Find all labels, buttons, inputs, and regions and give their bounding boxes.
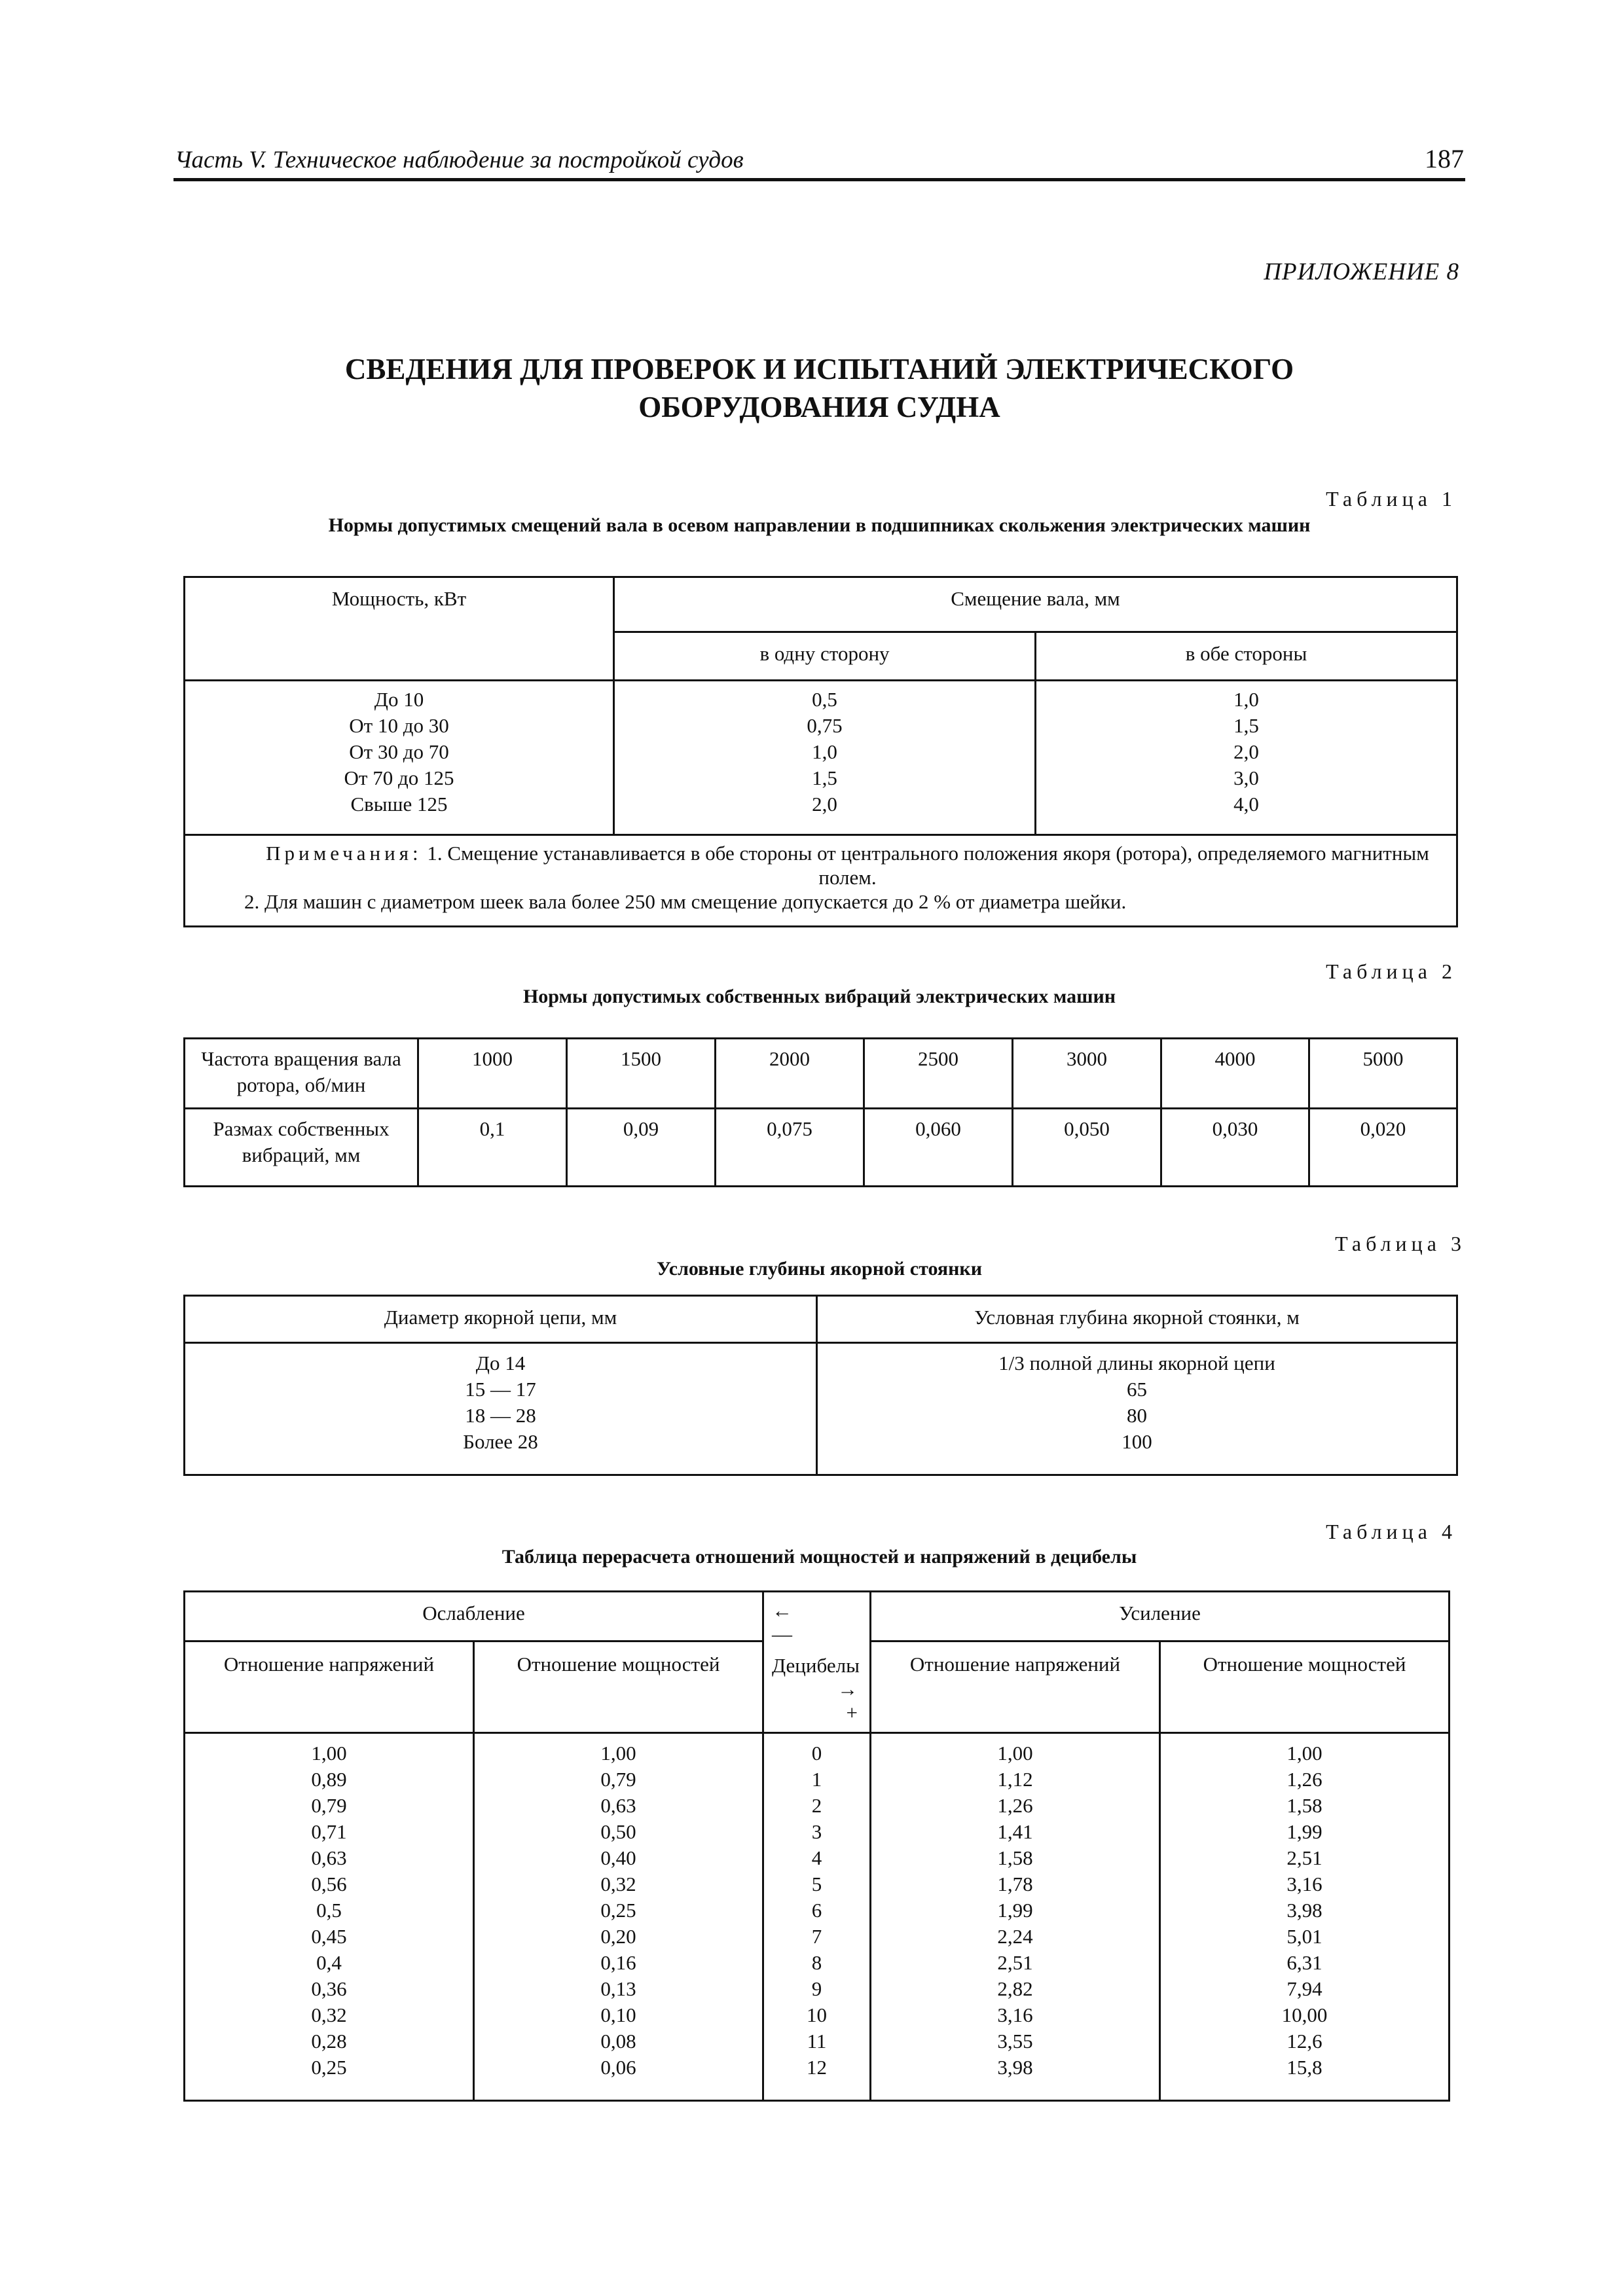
- table3-diameter-value: 15 — 17: [465, 1378, 536, 1401]
- table4-minus-sign: —: [772, 1623, 793, 1645]
- table4-value: 1,26: [1286, 1768, 1322, 1791]
- table3-depth-value: 1/3 полной длины якорной цепи: [998, 1352, 1275, 1374]
- table4-value: 0,20: [600, 1925, 636, 1948]
- table3-depth-cell: [817, 1343, 1457, 1475]
- table1-power-value: Свыше 125: [350, 793, 448, 816]
- table4-value: 1,26: [997, 1794, 1033, 1817]
- table1-caption: Нормы допустимых смещений вала в осевом направлении в подшипниках скольжения электрических машин: [328, 514, 1311, 536]
- table4-value: 1,00: [600, 1742, 636, 1765]
- table1-power-cell: [185, 681, 614, 835]
- table2-speed-value: 2000: [716, 1039, 864, 1109]
- table4-decibels-label: Децибелы: [772, 1654, 860, 1677]
- table4-value: 6,31: [1286, 1951, 1322, 1974]
- table4-value: 0,08: [600, 2030, 636, 2053]
- table4-value: 2,82: [997, 1977, 1033, 2000]
- table4-header-att-power: Отношение мощностей: [474, 1641, 763, 1733]
- table4-value: 1,41: [997, 1820, 1033, 1843]
- table4-db-value: 3: [811, 1820, 822, 1843]
- table1-both-sides-value: 1,0: [1233, 688, 1259, 711]
- table4-db-cell: [763, 1733, 871, 2101]
- table4-caption: Таблица перерасчета отношений мощностей и напряжений в децибелы: [501, 1546, 1137, 1568]
- table3-caption: Условные глубины якорной стоянки: [657, 1258, 982, 1280]
- table1-one-side-cell: [614, 681, 1036, 835]
- table2-vibration: [183, 1037, 1458, 1187]
- table2-label: Таблица 2: [1326, 960, 1457, 983]
- table4-value: 3,98: [1286, 1899, 1322, 1922]
- table1-label: Таблица 1: [1326, 487, 1457, 511]
- table2-speed-value: 3000: [1013, 1039, 1161, 1109]
- table4-header-attenuation: Ослабление: [185, 1592, 763, 1641]
- table4-db-value: 8: [811, 1951, 822, 1974]
- table4-value: 3,55: [997, 2030, 1033, 2053]
- table1-both-sides-value: 3,0: [1233, 766, 1259, 789]
- table4-value: 3,98: [997, 2056, 1033, 2079]
- table2-vibration-value: 0,075: [716, 1109, 864, 1187]
- table2-header-speed: Частота вращения вала ротора, об/мин: [185, 1039, 418, 1109]
- page-title-line-2: ОБОРУДОВАНИЯ СУДНА: [638, 391, 1000, 423]
- table4-value: 0,4: [316, 1951, 342, 1974]
- table2-speed-value: 1500: [567, 1039, 716, 1109]
- table2-speed-value: 2500: [864, 1039, 1013, 1109]
- table4-gain-power-cell: [1160, 1733, 1450, 2101]
- table4-value: 0,63: [311, 1846, 347, 1869]
- table4-value: 0,25: [311, 2056, 347, 2079]
- table4-db-value: 7: [811, 1925, 822, 1948]
- table4-value: 0,16: [600, 1951, 636, 1974]
- table4-value: 2,51: [997, 1951, 1033, 1974]
- table4-value: 2,51: [1286, 1846, 1322, 1869]
- table4-gain-voltage-cell: [871, 1733, 1160, 2101]
- table1-power-value: До 10: [374, 688, 424, 711]
- table4-value: 0,89: [311, 1768, 347, 1791]
- table1-shaft-displacement: [183, 576, 1458, 927]
- table4-value: 0,25: [600, 1899, 636, 1922]
- table1-one-side-value: 1,5: [812, 766, 837, 789]
- running-header: [173, 141, 1465, 181]
- table3-depth-value: 80: [1127, 1404, 1147, 1427]
- appendix-label: ПРИЛОЖЕНИЕ 8: [1264, 259, 1459, 285]
- table2-vibration-value: 0,050: [1013, 1109, 1161, 1187]
- table4-att-power-cell: [474, 1733, 763, 2101]
- table1-power-value: От 70 до 125: [344, 766, 454, 789]
- table3-diameter-value: До 14: [475, 1352, 526, 1374]
- table4-label: Таблица 4: [1326, 1520, 1457, 1543]
- table4-db-value: 5: [811, 1873, 822, 1895]
- table4-value: 10,00: [1281, 2003, 1328, 2026]
- table4-db-value: 0: [811, 1742, 822, 1765]
- table4-value: 0,06: [600, 2056, 636, 2079]
- table1-notes: [185, 835, 1457, 927]
- table1-both-sides-cell: [1036, 681, 1457, 835]
- table4-value: 0,79: [311, 1794, 347, 1817]
- table4-db-value: 12: [807, 2056, 828, 2079]
- table3-depth-value: 100: [1122, 1430, 1152, 1453]
- table3-depth-value: 65: [1127, 1378, 1147, 1401]
- table4-db-value: 6: [811, 1899, 822, 1922]
- table4-value: 3,16: [1286, 1873, 1322, 1895]
- table2-vibration-value: 0,1: [418, 1109, 567, 1187]
- table4-value: 1,78: [997, 1873, 1033, 1895]
- table4-value: 1,12: [997, 1768, 1033, 1791]
- table1-note-2: 2. Для машин с диаметром шеек вала более 250 мм смещение допускается до 2 % от диаметра шейки.: [244, 890, 1127, 913]
- table4-value: 15,8: [1286, 2056, 1322, 2079]
- table4-value: 0,79: [600, 1768, 636, 1791]
- table1-header-one-side: в одну сторону: [614, 632, 1036, 681]
- table1-one-side-value: 0,5: [812, 688, 837, 711]
- table1-header-power: Мощность, кВт: [185, 577, 614, 681]
- table1-one-side-value: 2,0: [812, 793, 837, 816]
- table4-value: 1,58: [997, 1846, 1033, 1869]
- table1-one-side-value: 1,0: [812, 740, 837, 763]
- table1-power-value: От 10 до 30: [349, 714, 449, 737]
- table4-db-value: 10: [807, 2003, 828, 2026]
- table4-value: 2,24: [997, 1925, 1033, 1948]
- table2-speed-value: 5000: [1309, 1039, 1457, 1109]
- table4-header-decibels: [763, 1592, 871, 1733]
- table4-value: 0,5: [316, 1899, 342, 1922]
- table1-power-value: От 30 до 70: [349, 740, 449, 763]
- table4-value: 0,71: [311, 1820, 347, 1843]
- table3-diameter-value: 18 — 28: [465, 1404, 536, 1427]
- table4-value: 0,10: [600, 2003, 636, 2026]
- table4-db-value: 1: [811, 1768, 822, 1791]
- table4-value: 0,13: [600, 1977, 636, 2000]
- table4-arrow-right: →: [837, 1677, 858, 1700]
- table1-notes-label: Примечания:: [266, 842, 422, 865]
- table1-one-side-value: 0,75: [807, 714, 843, 737]
- table4-value: 1,00: [1286, 1742, 1322, 1765]
- table4-header-att-voltage: Отношение напряжений: [185, 1641, 474, 1733]
- table4-decibel-conversion: [183, 1590, 1450, 2102]
- table2-header-vibration: Размах собственных вибраций, мм: [185, 1109, 418, 1187]
- table2-vibration-value: 0,020: [1309, 1109, 1457, 1187]
- table3-diameter-cell: [185, 1343, 817, 1475]
- table4-value: 1,00: [311, 1742, 347, 1765]
- table3-diameter-value: Более 28: [463, 1430, 538, 1453]
- table4-value: 0,40: [600, 1846, 636, 1869]
- table4-header-gain-power: Отношение мощностей: [1160, 1641, 1450, 1733]
- table4-value: 5,01: [1286, 1925, 1322, 1948]
- page-number: 187: [1425, 144, 1464, 173]
- running-header-title: Часть V. Техническое наблюдение за постройкой судов: [175, 147, 744, 173]
- table4-value: 0,32: [600, 1873, 636, 1895]
- table2-vibration-value: 0,09: [567, 1109, 716, 1187]
- table4-value: 1,58: [1286, 1794, 1322, 1817]
- table2-caption: Нормы допустимых собственных вибраций электрических машин: [522, 986, 1116, 1007]
- table3-anchorage-depth: [183, 1295, 1458, 1476]
- table2-vibration-value: 0,060: [864, 1109, 1013, 1187]
- table3-header-diameter: Диаметр якорной цепи, мм: [185, 1296, 817, 1343]
- table3-label: Таблица 3: [1335, 1232, 1466, 1255]
- table4-value: 0,36: [311, 1977, 347, 2000]
- table1-header-shift: Смещение вала, мм: [614, 577, 1457, 632]
- table4-plus-sign: +: [846, 1701, 858, 1724]
- table4-value: 1,99: [997, 1899, 1033, 1922]
- table4-arrow-left: ←: [772, 1599, 793, 1622]
- table2-speed-value: 1000: [418, 1039, 567, 1109]
- table4-value: 0,28: [311, 2030, 347, 2053]
- table4-value: 3,16: [997, 2003, 1033, 2026]
- table4-value: 1,00: [997, 1742, 1033, 1765]
- table1-both-sides-value: 2,0: [1233, 740, 1259, 763]
- table1-both-sides-value: 1,5: [1233, 714, 1259, 737]
- page-title: [173, 350, 1465, 426]
- table4-header-gain-voltage: Отношение напряжений: [871, 1641, 1160, 1733]
- table4-value: 1,99: [1286, 1820, 1322, 1843]
- table4-value: 0,32: [311, 2003, 347, 2026]
- table4-db-value: 2: [811, 1794, 822, 1817]
- table1-both-sides-value: 4,0: [1233, 793, 1259, 816]
- table4-value: 7,94: [1286, 1977, 1322, 2000]
- table4-db-value: 11: [807, 2030, 827, 2053]
- table4-value: 12,6: [1286, 2030, 1322, 2053]
- table2-speed-value: 4000: [1161, 1039, 1309, 1109]
- table1-header-both-sides: в обе стороны: [1036, 632, 1457, 681]
- table2-vibration-value: 0,030: [1161, 1109, 1309, 1187]
- table4-db-value: 4: [811, 1846, 822, 1869]
- table4-value: 0,56: [311, 1873, 347, 1895]
- page-title-line-1: СВЕДЕНИЯ ДЛЯ ПРОВЕРОК И ИСПЫТАНИЙ ЭЛЕКТРИЧЕСКОГО: [344, 353, 1294, 386]
- table4-value: 0,50: [600, 1820, 636, 1843]
- table1-note-1: 1. Смещение устанавливается в обе стороны от центрального положения якоря (ротора), определяемого магнитным полем.: [427, 842, 1429, 889]
- table4-value: 0,45: [311, 1925, 347, 1948]
- table3-header-depth: Условная глубина якорной стоянки, м: [817, 1296, 1457, 1343]
- table4-att-voltage-cell: [185, 1733, 474, 2101]
- table4-db-value: 9: [811, 1977, 822, 2000]
- table4-value: 0,63: [600, 1794, 636, 1817]
- table4-header-gain: Усиление: [871, 1592, 1450, 1641]
